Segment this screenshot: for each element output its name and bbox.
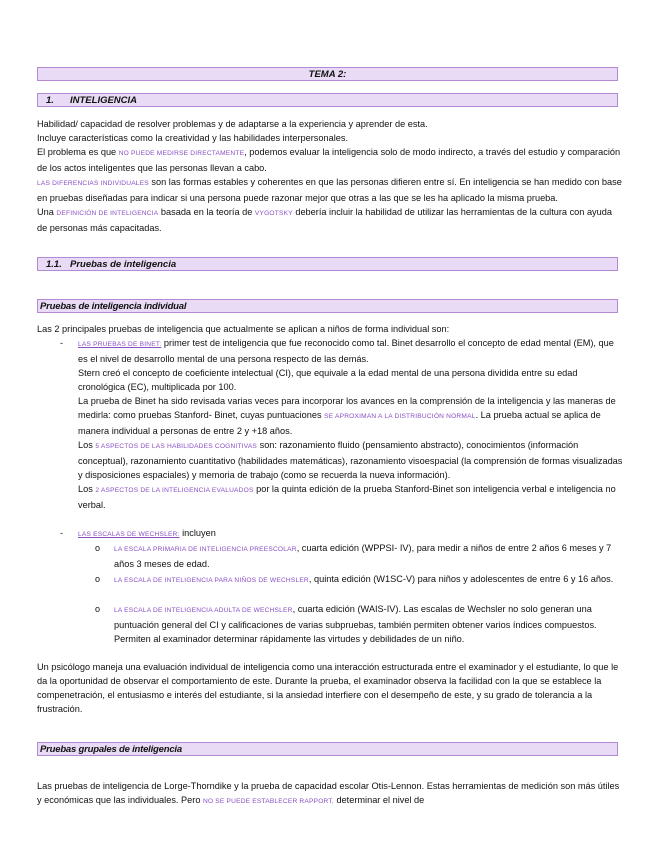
- heading-number: 1.1.: [46, 259, 62, 270]
- binet-p3: La prueba de Binet ha sido revisada varias veces para incorporar los avances en la comprensión de la inteligencia y las maneras de medirla: como pruebas Stanford- Binet, cuyas puntuaciones SE APROXIMAN A LA DISTRIBUCIÓN NORMAL. La prueba actual se aplica de manera individual a personas de entre 2 y +18 años.: [78, 396, 616, 436]
- heading-pruebas-inteligencia: [37, 257, 618, 271]
- bullet-circle: o: [95, 604, 101, 614]
- heading-label: INTELIGENCIA: [70, 95, 138, 106]
- grupales-paragraph: Las pruebas de inteligencia de Lorge-Thorndike y la prueba de capacidad escolar Otis-Lennon. Estas herramientas de medición son más útiles y económicas que las individuales. Pero NO SE PUEDE ESTABLECER RAPPORT, determinar el nivel de: [37, 781, 620, 805]
- binet-p5: Los 2 ASPECTOS DE LA INTELIGENCIA EVALUADOS por la quinta edición de la prueba Stanford-Binet son inteligencia verbal e inteligencia no verbal.: [78, 484, 616, 510]
- bullet-dash: -: [60, 528, 64, 538]
- wppsi-item: LA ESCALA PRIMARIA DE INTELIGENCIA PREESCOLAR, cuarta edición (WPPSI- IV), para medir a niños de entre 2 años 6 meses y 7 años 3 meses de edad.: [114, 543, 612, 569]
- bullet-dash: -: [60, 338, 64, 348]
- intro-section: [37, 117, 623, 235]
- heading-number: 1.: [46, 95, 54, 106]
- intro-p4: LAS DIFERENCIAS INDIVIDUALES son las formas estables y coherentes en que las personas difieren entre sí. En inteligencia se han medido con base en pruebas diseñadas para indicar si una persona puede razonar mejor que otras a las que se les ha aplicado la misma prueba.: [37, 177, 622, 203]
- individual-closing: Un psicólogo maneja una evaluación individual de inteligencia como una interacción estructurada entre el examinador y el estudiante, lo que le da la oportunidad de observar el comportamiento de este. Durante la prueba, el examinador observa la facilidad con la que se establece la compenetración, el entusiasmo e interés del estudiante, si la ansiedad interfiere con el desempeño de este, y su grado de tolerancia a la frustración.: [37, 662, 619, 714]
- subheading-grupales: Pruebas grupales de inteligencia: [37, 742, 618, 756]
- wechsler-intro: LAS ESCALAS DE WECHSLER: incluyen: [78, 528, 216, 538]
- binet-p2: Stern creó el concepto de coeficiente intelectual (CI), que equivale a la edad mental de una persona dividida entre su edad cronológica (EC), multiplicada por 100.: [78, 368, 578, 392]
- heading-inteligencia: [37, 93, 618, 107]
- wais-item: LA ESCALA DE INTELIGENCIA ADULTA DE WECHSLER, cuarta edición (WAIS-IV). Las escalas de Wechsler no solo generan una puntuación general del CI y calificaciones de varias subpruebas, también permiten obtener varios índices compuestos. Permiten al examinador determinar rápidamente las virtudes y debilidades de un niño.: [114, 604, 597, 644]
- binet-p4: Los 5 ASPECTOS DE LAS HABILIDADES COGNITIVAS son: razonamiento fluido (pensamiento abstracto), conocimientos (información conceptual), razonamiento cuantitativo (habilidades matemáticas), razonamiento visoespacial (la comprensión de formas visualizadas y disposiciones espaciales) y memoria de trabajo (como se recuerda la nueva información).: [78, 440, 623, 480]
- intro-p5: Una DEFINICIÓN DE INTELIGENCIA basada en la teoría de VYGOTSKY debería incluir la habilidad de utilizar las herramientas de la cultura con ayuda de personas más capacitadas.: [37, 207, 612, 233]
- binet-p1: LAS PRUEBAS DE BINET: primer test de inteligencia que fue reconocido como tal. Binet desarrollo el concepto de edad mental (EM), que es el nivel de desarrollo mental de una persona respecto de las demás.: [78, 338, 614, 364]
- wisc-item: LA ESCALA DE INTELIGENCIA PARA NIÑOS DE WECHSLER, quinta edición (W1SC-V) para niños y adolescentes de entre 6 y 16 años.: [114, 574, 614, 584]
- subheading-individual: Pruebas de inteligencia individual: [37, 299, 618, 313]
- heading-label: Pruebas de inteligencia: [70, 259, 177, 270]
- intro-p2: Incluye características como la creatividad y las habilidades interpersonales.: [37, 133, 348, 143]
- individual-lead: Las 2 principales pruebas de inteligencia que actualmente se aplican a niños de forma individual son:: [37, 324, 450, 334]
- page-title: TEMA 2:: [37, 67, 618, 81]
- binet-block: [78, 336, 623, 512]
- bullet-circle: o: [95, 574, 101, 584]
- intro-p3: El problema es que NO PUEDE MEDIRSE DIRECTAMENTE, podemos evaluar la inteligencia solo de modo indirecto, a través del estudio y comparación de los actos inteligentes que las personas llevan a cabo.: [37, 147, 621, 173]
- intro-p1: Habilidad/ capacidad de resolver problemas y de adaptarse a la experiencia y aprender de esta.: [37, 119, 428, 129]
- bullet-circle: o: [95, 543, 101, 553]
